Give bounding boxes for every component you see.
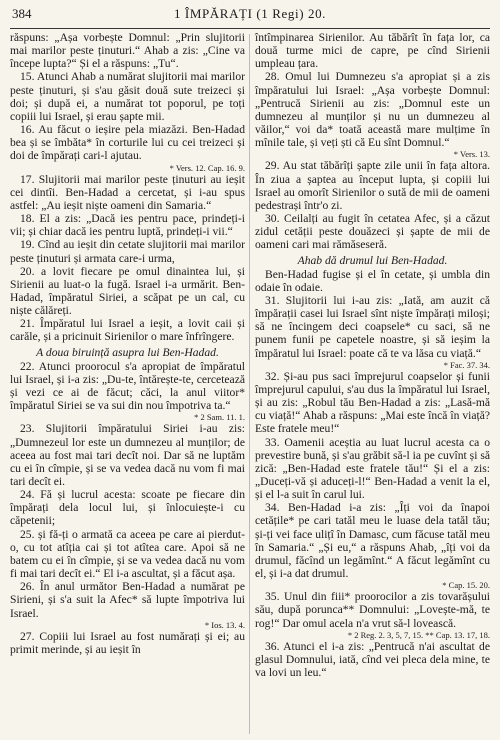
verse-paragraph — [10, 528, 245, 581]
verse-paragraph — [255, 640, 490, 679]
cross-reference: * Cap. 15. 20. — [442, 580, 490, 591]
verse-text: răspuns: „Așa vorbește Domnul: „Prin slujitorii mai marilor peste ținuturi.“ Ahab a zis: „Cine va începe lupta?“ Și el a răspuns: „Tu“. — [10, 31, 245, 71]
verse-text: 23. Slujitorii împăratului Siriei i-au zis: „Dumnezeul lor este un dumnezeu al munților; de aceea au fost mai tari decît noi. Dar să ne luptăm cu ei în cîmpie, și se va vedea dacă nu vom fi mai tari decît ei. — [10, 422, 245, 488]
verse-text: 33. Oamenii aceștia au luat lucrul acesta ca o prevestire bună, și s'au grăbit să-l ia pe cuvînt și să zică: „Ben-Hadad este fratele tău!“ Și el a zis: „Duceți-vă și aduceți-l!“ Ben-Hadad a venit la el, și el l-a suit în carul lui. — [255, 435, 490, 502]
verse-text: 30. Ceilalți au fugit în cetatea Afec, și a căzut zidul cetății peste douăzeci și șapte de mii de oameni cari mai rămăseseră. — [255, 212, 490, 252]
verse-text: 25. și fă-ți o armată ca aceea pe care ai pierdut-o, cu tot atîția cai și tot atîtea care. Apoi să ne batem cu ei în cîmpie, și se va vedea dacă nu vom fi mai tari decît ei.“ El i-a ascultat, și a făcut așa. — [10, 527, 245, 581]
verse-text: 27. Copiii lui Israel au fost numărați și ei; au primit merinde, și au ieșit în — [10, 629, 245, 656]
page-header — [10, 6, 490, 26]
verse-text: 24. Fă și lucrul acesta: scoate pe fiecare din împărați dela locul lui, și înlocuiește-i cu căpetenii; — [10, 488, 245, 528]
left-column — [10, 31, 245, 679]
verse-paragraph — [10, 238, 245, 264]
verse-paragraph — [10, 31, 245, 70]
verse-paragraph — [255, 268, 490, 294]
verse-paragraph — [10, 580, 245, 629]
verse-text: 21. Împăratul lui Israel a ieșit, a lovit caii și carăle, și a pricinuit Sirienilor o mare înfrîngere. — [10, 317, 245, 344]
verse-paragraph — [255, 212, 490, 251]
cross-reference: * Vers. 13. — [453, 149, 490, 160]
verse-text: întîmpinarea Sirienilor. Au tăbărît în fața lor, ca două turme mici de capre, pe cînd Sirienii umpleau țara. — [255, 31, 490, 71]
verse-text: 22. Atunci proorocul s'a apropiat de împăratul lui Israel, și i-a zis: „Du-te, întărește-te, cercetează și vezi ce ai de făcut; căci, la anul viitor* împăratul Siriei se va sui din nou împotriva ta.“ — [10, 359, 245, 413]
verse-paragraph — [10, 317, 245, 343]
verse-paragraph — [255, 70, 490, 159]
verse-paragraph — [255, 159, 490, 212]
heading-text: Ahab dă drumul lui Ben-Hadad. — [297, 253, 448, 267]
verse-text: 34. Ben-Hadad i-a zis: „Îți voi da înapoi cetățile* pe cari tatăl meu le luase dela tatăl tău; și-ți vei face ulițî în Damasc, cum făcuse tatăl meu în Samaria.“ „Și eu,“ a răspuns Ahab, „îți voi da drumul, făcînd un legămînt.“ A făcut legămînt cu el, și i-a dat drumul. — [255, 501, 491, 581]
cross-reference: * 2 Sam. 11. 1. — [194, 412, 245, 423]
verse-text: 32. Și-au pus saci împrejurul coapselor și funii împrejurul capului, s'au dus la împăratul lui Israel, și au zis: „Robul tău Ben-Hadad a zis: „Lasă-mă cu viață!“ Ahab a răspuns: „Mai este încă în viață? Este fratele meu!“ — [255, 369, 490, 436]
verse-text: 15. Atunci Ahab a numărat slujitorii mai marilor peste ținuturi, și s'au găsit două sute treizeci și doi; și după ei, a numărat tot poporul, pe toți copiii lui Israel, și erau șapte mii. — [10, 70, 245, 123]
column-divider — [249, 34, 250, 734]
verse-text: Ben-Hadad fugise și el în cetate, și umbla din odaie în odaie. — [255, 267, 490, 294]
verse-text: 26. În anul următor Ben-Hadad a numărat pe Sirieni, și s'a suit la Afec* să lupte împotriva lui Israel. — [10, 580, 245, 620]
verse-text: 16. Au făcut o ieșire pela miazăzi. Ben-Hadad bea și se îmbăta* în corturile lui cu cei treizeci și doi de împărați cari-l ajutau. — [10, 123, 245, 163]
cross-reference: * Fac. 37. 34. — [443, 359, 490, 370]
running-title: 1 ÎMPĂRAȚI (1 Regi) 20. — [173, 6, 327, 21]
verse-paragraph — [10, 265, 245, 318]
heading-text: A doua biruință asupra lui Ben-Hadad. — [36, 345, 219, 359]
header-rule — [10, 28, 490, 29]
verse-paragraph — [10, 630, 245, 656]
verse-text: 19. Cînd au ieșit din cetate slujitorii mai marilor peste ținuturi și armata care-i urma, — [10, 238, 245, 265]
page-number: 384 — [12, 6, 32, 21]
verse-paragraph — [10, 422, 245, 488]
right-column — [255, 31, 490, 679]
verse-paragraph — [10, 488, 245, 527]
verse-paragraph — [255, 370, 490, 436]
text-columns — [10, 31, 490, 679]
cross-reference: * Vers. 12. Cap. 16. 9. — [169, 162, 245, 173]
section-heading — [10, 346, 245, 359]
verse-paragraph — [255, 590, 490, 639]
verse-paragraph — [255, 294, 490, 370]
verse-text: 29. Au stat tăbărîți șapte zile unii în fața altora. În ziua a șaptea au început lupta, și copiii lui Israel au omorît Sirienilor o sută de mii de oameni pedestrași într'o zi. — [255, 159, 490, 212]
cross-reference: * 2 Reg. 2. 3, 5, 7, 15. ** Cap. 13. 17, 18. — [347, 629, 490, 640]
verse-text: 18. El a zis: „Dacă ies pentru pace, prindeți-i vii; și chiar dacă ies pentru luptă, prindeți-i vii.“ — [10, 212, 245, 239]
verse-text: 36. Atunci el i-a zis: „Pentrucă n'ai ascultat de glasul Domnului, iată, cînd vei pleca dela mine, te va lovi un leu.“ — [255, 639, 490, 680]
cross-reference: * Ios. 13. 4. — [204, 619, 245, 630]
verse-paragraph — [10, 173, 245, 212]
section-heading — [255, 254, 490, 267]
verse-text: 31. Slujitorii lui i-au zis: „Iată, am auzit că împărații casei lui Israel sînt niște împărați miloși; să ne încingem deci coapsele* cu saci, să ne punem funii pe capetele noastre, și să ieșim la împăratul lui Israel: poate că te va lăsa cu viață.“ — [255, 293, 490, 360]
verse-paragraph — [255, 501, 490, 590]
verse-paragraph — [10, 123, 245, 172]
verse-paragraph — [10, 360, 245, 423]
verse-text: 20. a lovit fiecare pe omul dinaintea lui, și Sirienii au luat-o la fugă. Israel i-a urmărit. Ben-Hadad, împăratul Siriei, a scăpat pe un cal, cu niște călăreți. — [10, 264, 245, 318]
verse-paragraph — [255, 31, 490, 70]
verse-paragraph — [10, 70, 245, 123]
verse-text: 17. Slujitorii mai marilor peste ținuturi au ieșit cei dintîi. Ben-Hadad a cercetat, și i-au spus astfel: „Au ieșit niște oameni din Samaria.“ — [10, 172, 245, 212]
verse-paragraph — [10, 212, 245, 238]
verse-text: 28. Omul lui Dumnezeu s'a apropiat și a zis împăratului lui Israel: „Așa vorbește Domnul: „Pentrucă Sirienii au zis: „Domnul este un dumnezeu al munților și nu un dumnezeu al văilor,“ voi da* toată această mare mulțime în mînile tale, și veți ști că Eu sînt Domnul.“ — [255, 70, 490, 150]
verse-paragraph — [255, 436, 490, 502]
verse-text: 35. Unul din fiii* proorocilor a zis tovarășului său, după porunca** Domnului: „Lovește-mă, te rog!“ Dar omul acela n'a vrut să-l lovească. — [255, 590, 490, 630]
